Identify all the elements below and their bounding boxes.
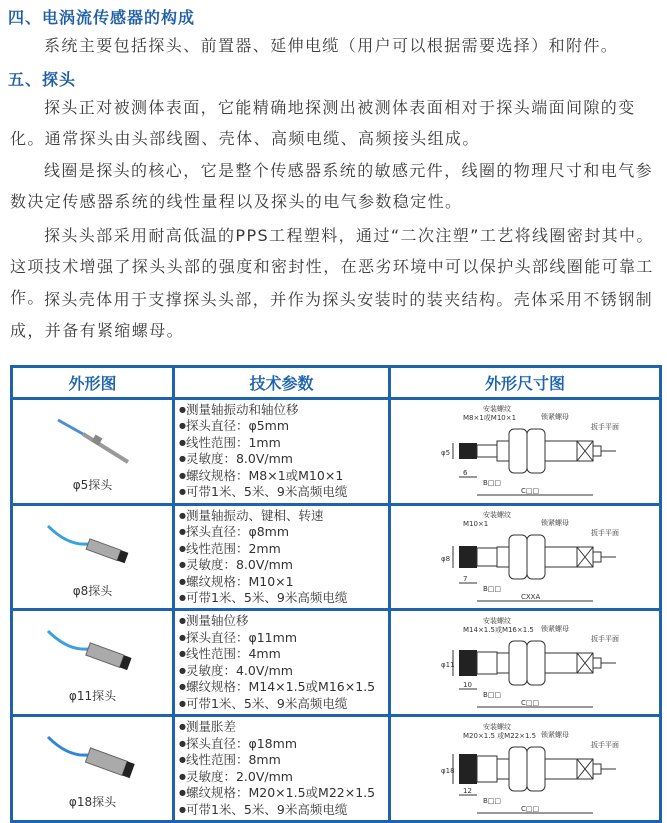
param-item: ● 探头直径：φ8mm xyxy=(179,524,388,541)
param-item: ● 测量轴振动和轴位移 xyxy=(179,402,388,419)
probe-image xyxy=(38,410,148,470)
paragraph-text: 探头壳体用于支撑探头头部，并作为探头安装时的装夹结构。壳体采用不锈钢制成，并备有紧缩螺母。 xyxy=(10,290,654,340)
c-dimension-label: C□□ xyxy=(521,804,540,813)
probe-image xyxy=(38,621,148,681)
b-dimension-label: B□□ xyxy=(483,796,502,805)
param-item: ● 可带1米、5米、9米高频电缆 xyxy=(179,802,388,819)
table-header-row xyxy=(12,367,661,399)
param-item: ● 螺纹规格：M14×1.5或M16×1.5 xyxy=(179,679,388,696)
param-item: ● 探头直径：φ11mm xyxy=(179,630,388,647)
probe-photo-cell xyxy=(12,610,174,716)
flat-label: 扳手平面 xyxy=(591,634,619,643)
paragraph-text: 探头头部采用耐高低温的PPS工程塑料，通过“二次注塑”工艺将线圈密封其中。这项技术增强了探头头部的强度和密封性，在恶劣环境中可以保护头部线圈能可靠工作。 xyxy=(10,226,654,307)
dimension-drawing-cell xyxy=(390,610,661,716)
diameter-label: φ11 xyxy=(441,660,455,669)
probe-name: φ8探头 xyxy=(72,583,113,598)
c-dimension-label: C□□ xyxy=(521,698,540,707)
thread-label: 安装螺纹 xyxy=(483,722,511,731)
probe-photo-cell xyxy=(12,398,174,504)
param-item: ● 灵敏度：8.0V/mm xyxy=(179,557,388,574)
param-item: ● 可带1米、5米、9米高频电缆 xyxy=(179,696,388,713)
param-item: ● 螺纹规格：M8×1或M10×1 xyxy=(179,468,388,485)
dimension-drawing xyxy=(391,613,659,713)
param-item: ● 线性范围：4mm xyxy=(179,646,388,663)
thread-label: 安装螺纹 xyxy=(483,405,511,414)
b-dimension-label: B□□ xyxy=(483,585,502,593)
paragraph-4 xyxy=(10,284,660,346)
nut-label: 锁紧螺母 xyxy=(541,519,569,527)
param-item: ● 螺纹规格：M20×1.5或M22×1.5 xyxy=(179,785,388,802)
param-item: ● 线性范围：8mm xyxy=(179,752,388,769)
diameter-label: φ18 xyxy=(441,766,455,775)
probe-image xyxy=(38,516,148,576)
dimension-drawing xyxy=(391,507,659,607)
thread-label: 安装螺纹 xyxy=(483,616,511,625)
table-row xyxy=(12,504,661,610)
paragraph-text: 探头正对被测体表面，它能精确地探测出被测体表面相对于探头端面间隙的变化。通常探头由头部线圈、壳体、高频电缆、高频接头组成。 xyxy=(10,98,636,148)
probe-photo-cell xyxy=(12,716,174,822)
probe-name: φ11探头 xyxy=(68,689,117,704)
paragraph-system xyxy=(10,30,660,61)
section-heading-composition: 四、电涡流传感器的构成 xyxy=(8,8,196,27)
nut-label: 锁紧螺母 xyxy=(541,730,569,739)
c-dimension-label: C□□ xyxy=(521,487,540,496)
nut-label: 锁紧螺母 xyxy=(541,413,569,422)
c-dimension-label: CXXA xyxy=(521,593,541,601)
head-length-label: 7 xyxy=(463,575,468,583)
head-length-label: 10 xyxy=(463,680,472,689)
probe-photo-cell xyxy=(12,504,174,610)
paragraph-2 xyxy=(10,155,660,217)
param-item: ● 测量轴位移 xyxy=(179,613,388,630)
paragraph-text: 线圈是探头的核心，它是整个传感器系统的敏感元件，线圈的物理尺寸和电气参数决定传感器系统的线性量程以及探头的电气参数稳定性。 xyxy=(10,161,654,211)
paragraph-1 xyxy=(10,92,660,154)
diameter-label: φ5 xyxy=(441,449,451,458)
b-dimension-label: B□□ xyxy=(483,479,502,488)
dimension-drawing xyxy=(391,401,659,501)
paragraph-text: 系统主要包括探头、前置器、延伸电缆（用户可以根据需要选择）和附件。 xyxy=(44,36,619,55)
nut-label: 锁紧螺母 xyxy=(541,624,569,633)
dimension-drawing-cell xyxy=(390,716,661,822)
param-item: ● 灵敏度：8.0V/mm xyxy=(179,451,388,468)
header-shape: 外形图 xyxy=(12,367,174,399)
param-item: ● 线性范围：1mm xyxy=(179,435,388,452)
flat-label: 扳手平面 xyxy=(591,740,619,749)
head-length-label: 6 xyxy=(463,469,468,478)
probe-spec-table xyxy=(10,365,662,823)
param-item: ● 测量轴振动、键相、转速 xyxy=(179,508,388,525)
tech-params-cell xyxy=(174,504,390,610)
param-item: ● 可带1米、5米、9米高频电缆 xyxy=(179,590,388,607)
probe-name: φ18探头 xyxy=(68,795,117,810)
table-row xyxy=(12,610,661,716)
thread-spec: M10×1 xyxy=(463,520,489,528)
param-item: ● 可带1米、5米、9米高频电缆 xyxy=(179,484,388,501)
table-row xyxy=(12,398,661,504)
thread-spec: M14×1.5或M16×1.5 xyxy=(463,625,534,634)
param-item: ● 探头直径：φ18mm xyxy=(179,736,388,753)
header-dimensions: 外形尺寸图 xyxy=(390,367,661,399)
param-item: ● 螺纹规格：M10×1 xyxy=(179,574,388,591)
table-row xyxy=(12,716,661,822)
param-item: ● 测量胀差 xyxy=(179,719,388,736)
diameter-label: φ8 xyxy=(441,555,451,563)
probe-name: φ5探头 xyxy=(72,477,113,492)
b-dimension-label: B□□ xyxy=(483,690,502,699)
header-params: 技术参数 xyxy=(174,367,390,399)
thread-label: 安装螺纹 xyxy=(483,511,511,519)
param-item: ● 灵敏度：4.0V/mm xyxy=(179,663,388,680)
probe-image xyxy=(38,727,148,787)
flat-label: 扳手平面 xyxy=(591,423,619,432)
param-item: ● 线性范围：2mm xyxy=(179,541,388,558)
dimension-drawing-cell xyxy=(390,398,661,504)
thread-spec: M8×1或M10×1 xyxy=(463,414,517,423)
head-length-label: 12 xyxy=(463,786,472,795)
thread-spec: M20×1.5 或M22×1.5 xyxy=(463,731,537,740)
tech-params-cell xyxy=(174,610,390,716)
tech-params-cell xyxy=(174,398,390,504)
dimension-drawing-cell xyxy=(390,504,661,610)
flat-label: 扳手平面 xyxy=(591,529,619,537)
section-heading-probe: 五、探头 xyxy=(8,70,77,89)
param-item: ● 探头直径：φ5mm xyxy=(179,418,388,435)
param-item: ● 灵敏度：2.0V/mm xyxy=(179,769,388,786)
tech-params-cell xyxy=(174,716,390,822)
dimension-drawing xyxy=(391,719,659,819)
